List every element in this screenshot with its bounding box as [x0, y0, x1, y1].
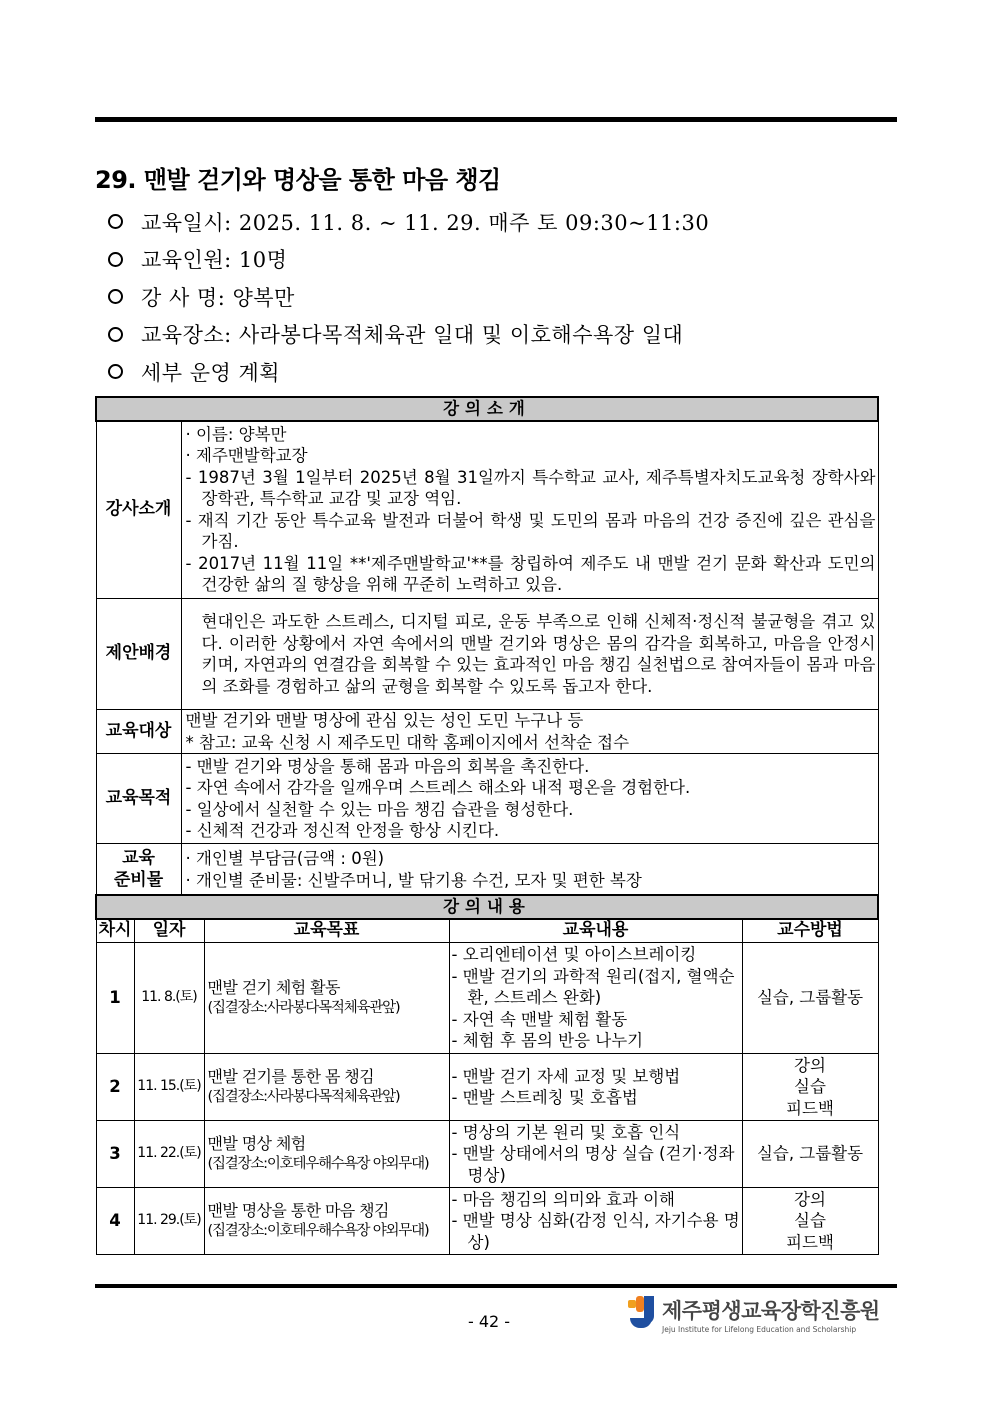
teaching-method: [742, 1188, 878, 1255]
line: - 자연 속에서 감각을 일깨우며 스트레스 해소와 내적 평온을 경험한다.: [185, 778, 691, 797]
teaching-method: [742, 1054, 878, 1121]
schedule-row: [96, 943, 878, 1054]
session-no: 2: [96, 1054, 134, 1121]
session-content: [449, 943, 742, 1054]
logo-mark-icon: [626, 1294, 662, 1334]
method-item: 강의: [794, 1189, 826, 1209]
bottom-rule: [95, 1284, 897, 1288]
instructor-label: 강사소개: [96, 421, 181, 599]
background-content: 현대인은 과도한 스트레스, 디지털 피로, 운동 부족으로 인해 신체적·정신적 불균형을 겪고 있다. 이러한 상황에서 자연 속에서의 맨발 걷기와 명상은 몸의 감각을 회복하고, 마음을 안정시키며, 자연과의 연결감을 회복할 수 있는 효과적인 마음 챙김 실천법으로 참여자들이 몸과 마음의 조화를 경험하고 삶의 균형을 회복할 수 있도록 돕고자 한다.: [181, 599, 878, 710]
content-item: - 맨발 상태에서의 명상 실습 (걷기·정좌 명상): [451, 1144, 735, 1185]
session-date: 11. 15.(토): [134, 1054, 204, 1121]
content-item: - 맨발 걷기의 과학적 원리(접지, 혈액순환, 스트레스 완화): [451, 966, 735, 1008]
meeting-place: (집결장소:사라봉다목적체육관앞): [207, 1000, 400, 1016]
content-item: - 마음 챙김의 의미와 효과 이해: [451, 1189, 675, 1209]
top-rule: [95, 117, 897, 122]
info-text: 강 사 명: 양복만: [141, 285, 295, 310]
content-item: - 맨발 스트레칭 및 호흡법: [451, 1088, 638, 1107]
method-item: 강의: [794, 1055, 826, 1075]
circle-bullet-icon: [108, 327, 123, 342]
schedule-row: [96, 1121, 878, 1188]
goal-text: 맨발 명상 체험: [207, 1133, 306, 1153]
session-no: 1: [96, 943, 134, 1054]
info-text: 교육인원: 10명: [141, 248, 288, 273]
info-item: [108, 353, 709, 391]
session-no: 4: [96, 1188, 134, 1255]
info-item: [108, 278, 709, 316]
info-list: [108, 203, 709, 391]
schedule-table: [95, 894, 879, 1255]
goal-text: 맨발 명상을 통한 마음 챙김: [207, 1200, 389, 1220]
info-text: 교육일시: 2025. 11. 8. ~ 11. 29. 매주 토 09:30~11:30: [141, 210, 710, 235]
col-header: 교수방법: [742, 919, 878, 943]
goal-text: 맨발 걷기를 통한 몸 챙김: [207, 1066, 375, 1086]
circle-bullet-icon: [108, 289, 123, 304]
session-content: [449, 1188, 742, 1255]
target-label: 교육대상: [96, 710, 181, 754]
line: 맨발 걷기와 맨발 명상에 관심 있는 성인 도민 누구나 등: [185, 711, 584, 730]
target-content: [181, 710, 878, 754]
session-date: 11. 8.(토): [134, 943, 204, 1054]
method-item: 피드백: [786, 1098, 834, 1118]
line: · 제주맨발학교장: [185, 446, 308, 466]
circle-bullet-icon: [108, 214, 123, 229]
col-header: 일자: [134, 919, 204, 943]
background-label: 제안배경: [96, 599, 181, 710]
page-number: - 42 -: [468, 1312, 511, 1331]
content-item: - 명상의 기본 원리 및 호흡 인식: [451, 1122, 681, 1142]
circle-bullet-icon: [108, 364, 123, 379]
line: - 2017년 11월 11일 **'제주맨발학교'**를 창립하여 제주도 내 맨발 걷기 문화 확산과 도민의 건강한 삶의 질 향상을 위해 꾸준히 노력하고 있음.: [185, 553, 876, 595]
info-item: [108, 316, 709, 354]
prep-label: [96, 844, 181, 896]
circle-bullet-icon: [108, 252, 123, 267]
meeting-place: (집결장소:사라봉다목적체육관앞): [207, 1089, 400, 1105]
line: · 개인별 부담금(금액 : 0원): [185, 849, 385, 868]
session-no: 3: [96, 1121, 134, 1188]
info-item: [108, 241, 709, 279]
session-goal: [204, 1121, 449, 1188]
session-goal: [204, 1188, 449, 1255]
line: - 일상에서 실천할 수 있는 마음 챙김 습관을 형성한다.: [185, 799, 574, 819]
method-item: 실습: [794, 1211, 826, 1231]
info-text: 교육장소: 사라봉다목적체육관 일대 및 이호해수욕장 일대: [141, 323, 684, 348]
session-content: [449, 1121, 742, 1188]
page-title: 29. 맨발 걷기와 명상을 통한 마음 챙김: [95, 166, 501, 194]
goal-text: 맨발 걷기 체험 활동: [207, 977, 340, 997]
teaching-method: [742, 1121, 878, 1188]
info-text: 세부 운영 계획: [141, 360, 281, 385]
instructor-content: [181, 421, 878, 599]
session-content: [449, 1054, 742, 1121]
line: 교육: [122, 848, 155, 868]
meeting-place: (집결장소:이호테우해수욕장 야외무대): [207, 1223, 429, 1239]
method-item: 실습: [794, 1077, 826, 1097]
content-item: - 오리엔테이션 및 아이스브레이킹: [451, 945, 697, 965]
line: - 신체적 건강과 정신적 안정을 항상 시킨다.: [185, 821, 500, 840]
prep-content: [181, 844, 878, 896]
session-date: 11. 29.(토): [134, 1188, 204, 1255]
session-goal: [204, 943, 449, 1054]
info-item: [108, 203, 709, 241]
intro-table: [95, 396, 879, 896]
line: - 맨발 걷기와 명상을 통해 몸과 마음의 회복을 촉진한다.: [185, 756, 590, 776]
line: · 개인별 준비물: 신발주머니, 발 닦기용 수건, 모자 및 편한 복장: [185, 870, 642, 890]
content-item: - 맨발 걷기 자세 교정 및 보행법: [451, 1066, 681, 1086]
org-logo: [626, 1294, 880, 1334]
objective-label: 교육목적: [96, 754, 181, 844]
line: * 참고: 교육 신청 시 제주도민 대학 홈페이지에서 선착순 접수: [185, 732, 630, 752]
line: - 재직 기간 동안 특수교육 발전과 더불어 학생 및 도민의 몸과 마음의 건강 증진에 깊은 관심을 가짐.: [185, 510, 876, 552]
method-item: 실습, 그룹활동: [756, 988, 864, 1008]
session-goal: [204, 1054, 449, 1121]
org-name: 제주평생교육장학진흥원: [662, 1298, 880, 1323]
col-header: 교육목표: [204, 919, 449, 943]
schedule-row: [96, 1054, 878, 1121]
org-name-en: Jeju Institute for Lifelong Education and Scholarship: [662, 1324, 857, 1334]
content-header: 강의내용: [96, 895, 878, 919]
col-header: 차시: [96, 919, 134, 943]
schedule-row: [96, 1188, 878, 1255]
line: · 이름: 양복만: [185, 424, 287, 444]
meeting-place: (집결장소:이호테우해수욕장 야외무대): [207, 1156, 429, 1172]
method-item: 실습, 그룹활동: [756, 1144, 864, 1164]
intro-header: 강의소개: [96, 397, 878, 421]
objective-content: [181, 754, 878, 844]
method-item: 피드백: [786, 1232, 834, 1252]
col-header: 교육내용: [449, 919, 742, 943]
line: - 1987년 3월 1일부터 2025년 8월 31일까지 특수학교 교사, 제주특별자치도교육청 장학사와 장학관, 특수학교 교감 및 교장 역임.: [185, 467, 876, 509]
content-item: - 체험 후 몸의 반응 나누기: [451, 1031, 644, 1051]
content-item: - 맨발 명상 심화(감정 인식, 자기수용 명상): [451, 1211, 740, 1252]
teaching-method: [742, 943, 878, 1054]
line: 준비물: [113, 869, 164, 890]
session-date: 11. 22.(토): [134, 1121, 204, 1188]
content-item: - 자연 속 맨발 체험 활동: [451, 1009, 628, 1029]
